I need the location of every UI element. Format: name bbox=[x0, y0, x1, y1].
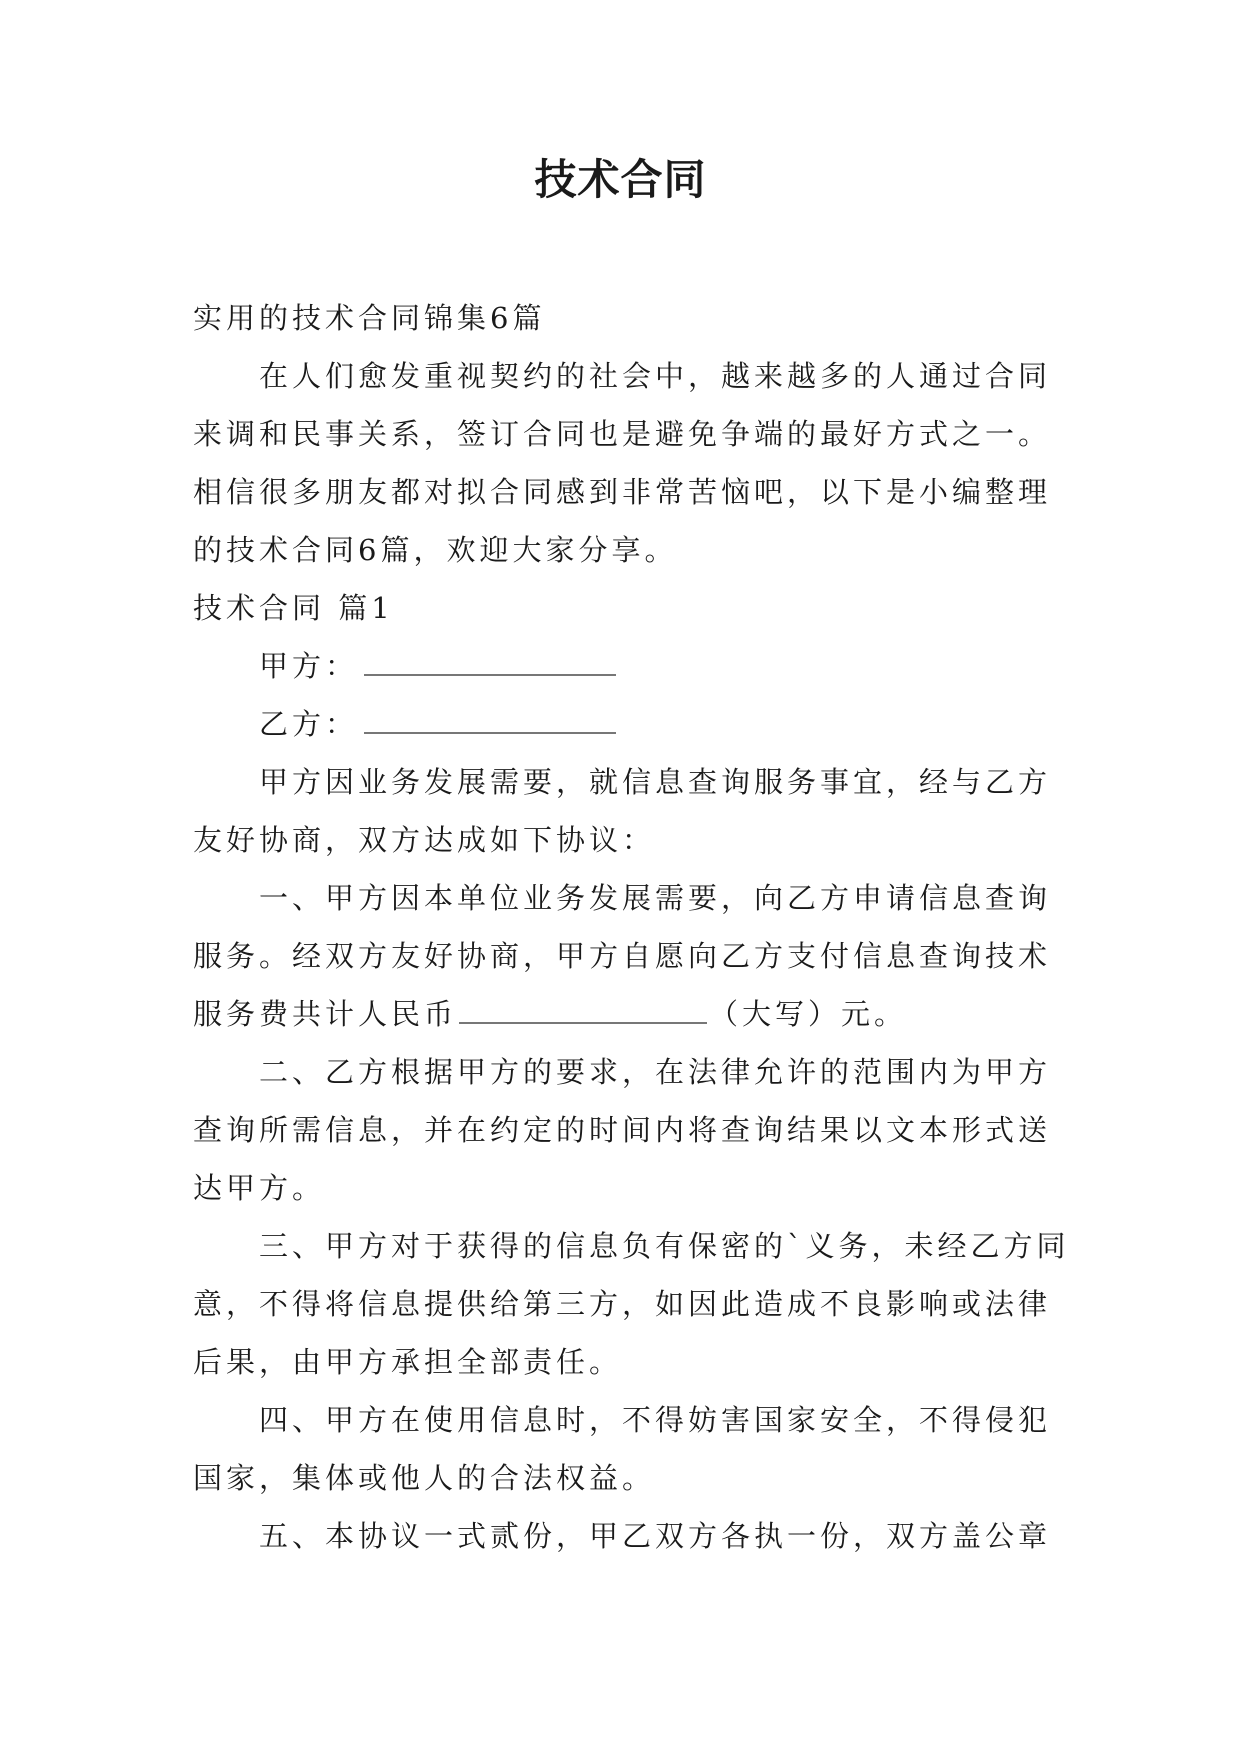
clause-4: 四、甲方在使用信息时，不得妨害国家安全，不得侵犯国家，集体或他人的合法权益。 bbox=[193, 1403, 1052, 1495]
clause-2: 二、乙方根据甲方的要求，在法律允许的范围内为甲方查询所需信息，并在约定的时间内将查询结果以文本形式送达甲方。 bbox=[193, 1055, 1052, 1205]
preamble-paragraph: 甲方因业务发展需要，就信息查询服务事宜，经与乙方友好协商，双方达成如下协议： bbox=[193, 765, 1052, 857]
party-b-blank bbox=[364, 731, 616, 734]
intro-paragraph: 在人们愈发重视契约的社会中，越来越多的人通过合同来调和民事关系，签订合同也是避免争端的最好方式之一。相信很多朋友都对拟合同感到非常苦恼吧，以下是小编整理的技术合同6篇，欢迎大家分享。 bbox=[193, 359, 1052, 567]
party-a-blank bbox=[364, 673, 616, 676]
clause-1-suffix: （大写）元。 bbox=[709, 997, 908, 1031]
amount-blank bbox=[459, 1021, 707, 1024]
clause-5: 五、本协议一式贰份，甲乙双方各执一份，双方盖公章 bbox=[259, 1519, 1052, 1553]
section-heading: 技术合同 篇1 bbox=[193, 591, 394, 625]
document-title: 技术合同 bbox=[534, 155, 707, 204]
party-a-label: 甲方： bbox=[259, 649, 359, 683]
party-b-line bbox=[193, 695, 1073, 753]
document-body bbox=[193, 289, 1073, 1565]
party-a-line bbox=[193, 637, 1073, 695]
clause-1 bbox=[193, 869, 1073, 1043]
party-b-label: 乙方： bbox=[259, 707, 359, 741]
clause-3: 三、甲方对于获得的信息负有保密的`义务，未经乙方同意，不得将信息提供给第三方，如因此造成不良影响或法律后果，由甲方承担全部责任。 bbox=[193, 1229, 1070, 1379]
clause-1-text: 一、甲方因本单位业务发展需要，向乙方申请信息查询服务。经双方友好协商，甲方自愿向乙方支付信息查询技术服务费共计人民币 bbox=[193, 881, 1052, 1031]
document-subtitle: 实用的技术合同锦集6篇 bbox=[193, 301, 546, 335]
